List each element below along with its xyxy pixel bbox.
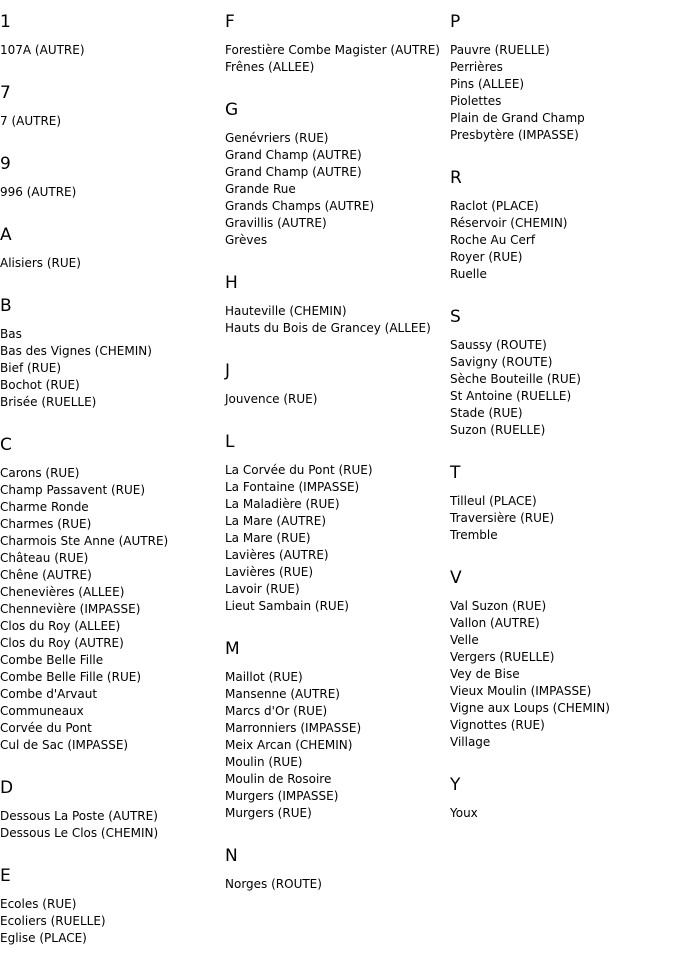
street-link[interactable]: Vey de Bise: [450, 667, 520, 681]
street-link[interactable]: Champ Passavent (RUE): [0, 483, 146, 497]
street-link[interactable]: La Mare (RUE): [225, 531, 311, 545]
street-link[interactable]: Chêne (AUTRE): [0, 568, 92, 582]
street-list: [225, 130, 450, 249]
letter-heading: V: [450, 568, 462, 588]
street-link[interactable]: Réservoir (CHEMIN): [450, 216, 568, 230]
letter-heading: S: [450, 307, 461, 327]
street-link[interactable]: Gravillis (AUTRE): [225, 216, 327, 230]
street-list: [0, 896, 225, 947]
street-link[interactable]: Lieut Sambain (RUE): [225, 599, 349, 613]
street-link[interactable]: Bas des Vignes (CHEMIN): [0, 344, 152, 358]
street-link[interactable]: Perrières: [450, 60, 503, 74]
street-link[interactable]: 107A (AUTRE): [0, 43, 85, 57]
street-link[interactable]: Velle: [450, 633, 479, 647]
street-link[interactable]: Grand Champ (AUTRE): [225, 148, 362, 162]
street-list: [0, 808, 225, 842]
letter-heading: 9: [0, 154, 11, 174]
letter-group: [0, 435, 225, 765]
street-list: [0, 326, 225, 411]
letter-group: [225, 639, 450, 833]
street-list: [0, 42, 225, 59]
street-link[interactable]: Grande Rue: [225, 182, 296, 196]
street-link[interactable]: Grands Champs (AUTRE): [225, 199, 375, 213]
street-link[interactable]: Charmes (RUE): [0, 517, 92, 531]
street-link[interactable]: Alisiers (RUE): [0, 256, 81, 270]
street-link[interactable]: Ruelle: [450, 267, 487, 281]
street-link[interactable]: Traversière (RUE): [450, 511, 555, 525]
letter-group: [0, 778, 225, 853]
street-list: [0, 184, 225, 201]
street-link[interactable]: Village: [450, 735, 491, 749]
street-link[interactable]: Corvée du Pont: [0, 721, 92, 735]
street-link[interactable]: Vigne aux Loups (CHEMIN): [450, 701, 610, 715]
street-link[interactable]: Vignottes (RUE): [450, 718, 545, 732]
street-link[interactable]: Sèche Bouteille (RUE): [450, 372, 581, 386]
street-link[interactable]: Combe Belle Fille: [0, 653, 104, 667]
street-link[interactable]: Stade (RUE): [450, 406, 523, 420]
letter-group: [450, 12, 675, 155]
street-link[interactable]: Clos du Roy (ALLEE): [0, 619, 121, 633]
street-list: [0, 255, 225, 272]
street-link[interactable]: Moulin (RUE): [225, 755, 303, 769]
street-link[interactable]: Chennevière (IMPASSE): [0, 602, 141, 616]
street-link[interactable]: Royer (RUE): [450, 250, 523, 264]
street-index-column-2: [225, 0, 450, 904]
street-list: [0, 113, 225, 130]
letter-heading: D: [0, 778, 14, 798]
street-link[interactable]: Charmois Ste Anne (AUTRE): [0, 534, 169, 548]
street-link[interactable]: 996 (AUTRE): [0, 185, 77, 199]
street-link[interactable]: Marcs d'Or (RUE): [225, 704, 328, 718]
street-link[interactable]: Vieux Moulin (IMPASSE): [450, 684, 592, 698]
street-link[interactable]: Norges (ROUTE): [225, 877, 322, 891]
letter-heading: E: [0, 866, 11, 886]
letter-heading: 1: [0, 12, 11, 32]
letter-heading: H: [225, 273, 238, 293]
street-link[interactable]: Suzon (RUELLE): [450, 423, 546, 437]
street-link[interactable]: 7 (AUTRE): [0, 114, 62, 128]
street-link[interactable]: La Mare (AUTRE): [225, 514, 327, 528]
street-link[interactable]: St Antoine (RUELLE): [450, 389, 572, 403]
street-link[interactable]: Bochot (RUE): [0, 378, 80, 392]
street-link[interactable]: Tilleul (PLACE): [450, 494, 537, 508]
street-list: [450, 598, 675, 751]
letter-heading: B: [0, 296, 12, 316]
letter-heading: A: [0, 225, 12, 245]
street-list: [450, 337, 675, 439]
street-list: [225, 462, 450, 615]
letter-group: [450, 463, 675, 555]
street-index-column-1: [0, 0, 225, 958]
street-link[interactable]: Presbytère (IMPASSE): [450, 128, 579, 142]
street-link[interactable]: Lavières (AUTRE): [225, 548, 329, 562]
street-link[interactable]: Tremble: [450, 528, 498, 542]
street-link[interactable]: Piolettes: [450, 94, 502, 108]
letter-group: [225, 273, 450, 348]
street-link[interactable]: Frênes (ALLEE): [225, 60, 315, 74]
street-link[interactable]: Combe Belle Fille (RUE): [0, 670, 141, 684]
street-link[interactable]: Ecoliers (RUELLE): [0, 914, 106, 928]
street-link[interactable]: Maillot (RUE): [225, 670, 303, 684]
street-link[interactable]: Vergers (RUELLE): [450, 650, 555, 664]
street-link[interactable]: Combe d'Arvaut: [0, 687, 98, 701]
letter-group: [0, 154, 225, 212]
street-link[interactable]: Dessous La Poste (AUTRE): [0, 809, 158, 823]
street-link[interactable]: Eglise (PLACE): [0, 931, 87, 945]
street-link[interactable]: Carons (RUE): [0, 466, 80, 480]
street-link[interactable]: Ecoles (RUE): [0, 897, 77, 911]
letter-group: [225, 100, 450, 260]
street-link[interactable]: Meix Arcan (CHEMIN): [225, 738, 353, 752]
letter-heading: Y: [450, 775, 461, 795]
letter-group: [0, 12, 225, 70]
street-list: [450, 805, 675, 822]
street-link[interactable]: Charme Ronde: [0, 500, 89, 514]
street-link[interactable]: Val Suzon (RUE): [450, 599, 547, 613]
letter-heading: P: [450, 12, 461, 32]
letter-group: [0, 83, 225, 141]
letter-group: [450, 568, 675, 762]
letter-heading: 7: [0, 83, 11, 103]
letter-heading: T: [450, 463, 461, 483]
street-link[interactable]: Roche Au Cerf: [450, 233, 536, 247]
street-link[interactable]: Pins (ALLEE): [450, 77, 525, 91]
street-list: [225, 42, 450, 76]
street-link[interactable]: Bas: [0, 327, 22, 341]
street-list: [450, 198, 675, 283]
street-link[interactable]: Murgers (IMPASSE): [225, 789, 339, 803]
letter-group: [225, 361, 450, 419]
street-list: [225, 669, 450, 822]
letter-group: [0, 225, 225, 283]
street-link[interactable]: La Fontaine (IMPASSE): [225, 480, 360, 494]
letter-heading: C: [0, 435, 12, 455]
letter-heading: N: [225, 846, 238, 866]
street-link[interactable]: Bief (RUE): [0, 361, 62, 375]
street-link[interactable]: Mansenne (AUTRE): [225, 687, 340, 701]
street-link[interactable]: Brisée (RUELLE): [0, 395, 97, 409]
street-link[interactable]: Dessous Le Clos (CHEMIN): [0, 826, 159, 840]
street-link[interactable]: Hauteville (CHEMIN): [225, 304, 347, 318]
street-link[interactable]: Lavières (RUE): [225, 565, 314, 579]
street-link[interactable]: Moulin de Rosoire: [225, 772, 332, 786]
street-link[interactable]: Murgers (RUE): [225, 806, 312, 820]
street-link[interactable]: Château (RUE): [0, 551, 89, 565]
street-link[interactable]: Grand Champ (AUTRE): [225, 165, 362, 179]
letter-group: [0, 296, 225, 422]
street-link[interactable]: Jouvence (RUE): [225, 392, 318, 406]
street-list: [225, 391, 450, 408]
street-list: [0, 465, 225, 754]
street-link[interactable]: Hauts du Bois de Grancey (ALLEE): [225, 321, 431, 335]
street-link[interactable]: Grèves: [225, 233, 268, 247]
street-link[interactable]: Raclot (PLACE): [450, 199, 539, 213]
letter-group: [225, 12, 450, 87]
letter-group: [225, 432, 450, 626]
letter-group: [0, 866, 225, 958]
letter-heading: R: [450, 168, 462, 188]
street-link[interactable]: Saussy (ROUTE): [450, 338, 547, 352]
street-list: [450, 493, 675, 544]
street-link[interactable]: Genévriers (RUE): [225, 131, 329, 145]
letter-heading: J: [225, 361, 231, 381]
street-link[interactable]: Clos du Roy (AUTRE): [0, 636, 124, 650]
letter-group: [450, 307, 675, 450]
street-list: [225, 303, 450, 337]
street-link[interactable]: Cul de Sac (IMPASSE): [0, 738, 129, 752]
street-link[interactable]: Chenevières (ALLEE): [0, 585, 125, 599]
street-index-column-3: [450, 0, 675, 833]
street-list: [450, 42, 675, 144]
letter-heading: L: [225, 432, 235, 452]
letter-heading: M: [225, 639, 240, 659]
street-link[interactable]: Plain de Grand Champ: [450, 111, 585, 125]
letter-group: [450, 775, 675, 833]
street-list: [225, 876, 450, 893]
street-link[interactable]: Forestière Combe Magister (AUTRE): [225, 43, 440, 57]
street-link[interactable]: La Corvée du Pont (RUE): [225, 463, 373, 477]
street-link[interactable]: Lavoir (RUE): [225, 582, 300, 596]
street-link[interactable]: Vallon (AUTRE): [450, 616, 540, 630]
street-link[interactable]: La Maladière (RUE): [225, 497, 340, 511]
street-link[interactable]: Pauvre (RUELLE): [450, 43, 550, 57]
street-link[interactable]: Youx: [450, 806, 478, 820]
letter-heading: F: [225, 12, 235, 32]
street-link[interactable]: Marronniers (IMPASSE): [225, 721, 362, 735]
letter-heading: G: [225, 100, 239, 120]
street-link[interactable]: Savigny (ROUTE): [450, 355, 553, 369]
letter-group: [225, 846, 450, 904]
letter-group: [450, 168, 675, 294]
street-link[interactable]: Communeaux: [0, 704, 84, 718]
